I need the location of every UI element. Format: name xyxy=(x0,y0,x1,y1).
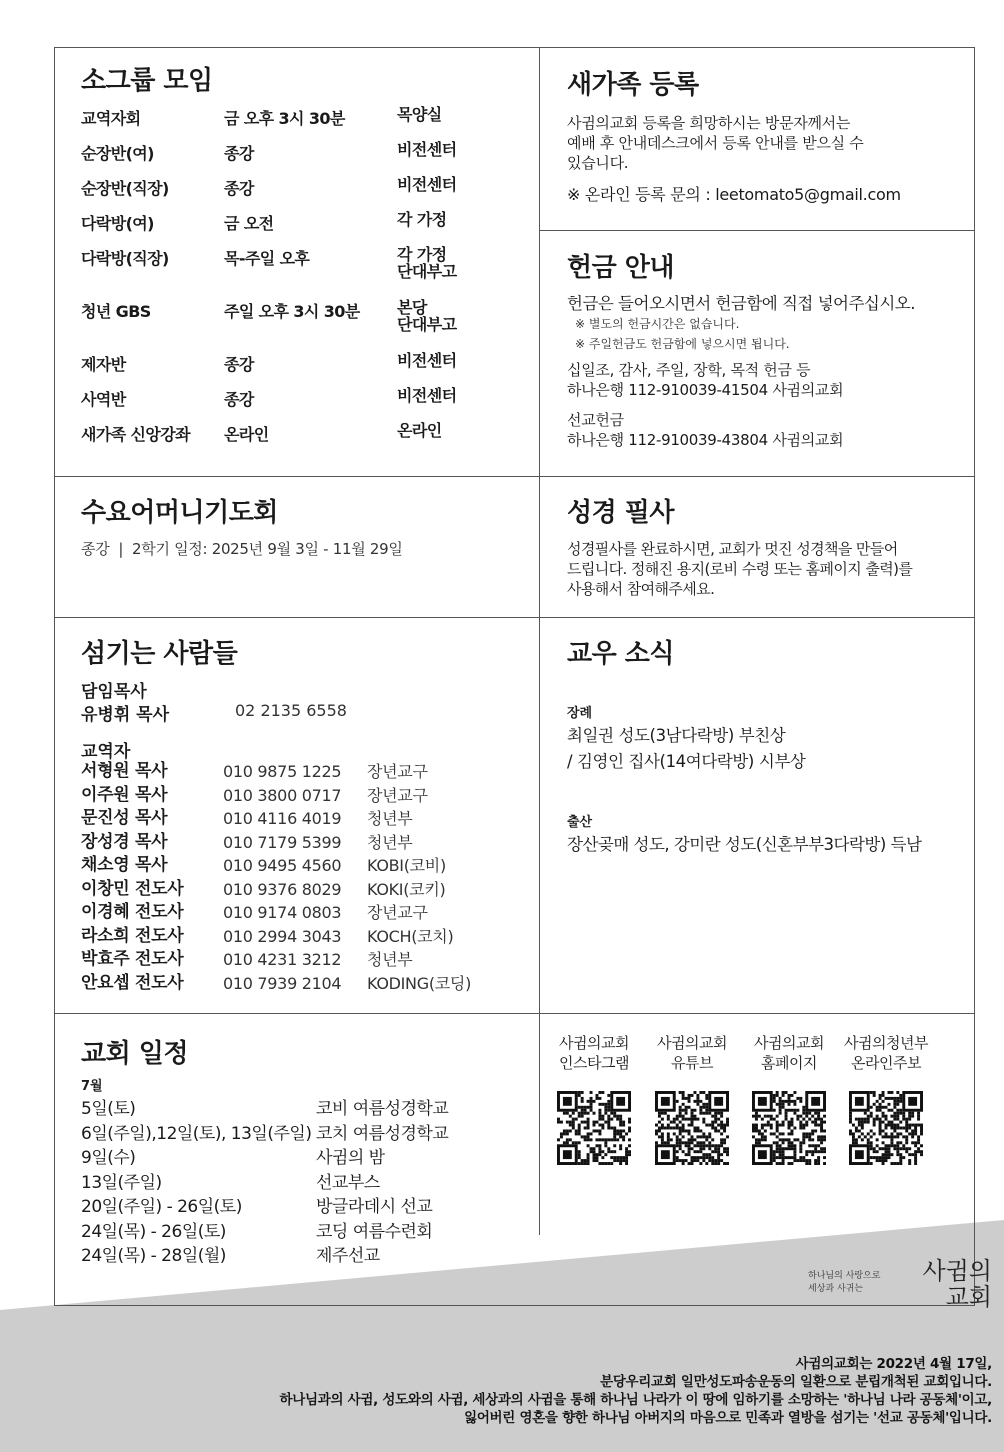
small-group-time: 종강 xyxy=(224,355,254,374)
qr-label-line: 인스타그램 xyxy=(559,1054,629,1072)
small-group-place-line: 단대부고 xyxy=(397,262,457,281)
birth-label: 출산 xyxy=(567,815,593,830)
offering-note: ※ 주일헌금도 헌금함에 넣으시면 됩니다. xyxy=(575,337,790,351)
small-group-place xyxy=(397,106,442,123)
qr-label-line: 사귐의교회 xyxy=(559,1034,629,1052)
staff-row xyxy=(81,901,521,924)
staff-dept: 장년교구 xyxy=(367,903,428,922)
offering-note: ※ 별도의 헌금시간은 없습니다. xyxy=(575,317,740,331)
small-group-name: 사역반 xyxy=(81,390,126,409)
staff-name: 박효주 전도사 xyxy=(81,949,184,969)
schedule-date: 24일(목) - 26일(토) xyxy=(81,1221,226,1242)
staff-row xyxy=(81,760,521,783)
schedule-row xyxy=(81,1122,521,1146)
qr-code-icon[interactable] xyxy=(557,1091,631,1165)
schedule-row xyxy=(81,1146,521,1170)
staff-row xyxy=(81,925,521,948)
small-group-time: 종강 xyxy=(224,390,254,409)
schedule-event: 코비 여름성경학교 xyxy=(316,1099,449,1119)
schedule-date: 5일(토) xyxy=(81,1099,136,1119)
logo-name-line: 교회 xyxy=(945,1283,992,1311)
qr-label xyxy=(546,1033,642,1073)
staff-name: 서형원 목사 xyxy=(81,761,168,781)
staff-dept: 청년부 xyxy=(367,950,413,969)
staff-dept: KOCH(코치) xyxy=(367,926,454,946)
staff-name: 안요셉 전도사 xyxy=(81,972,184,993)
staff-row xyxy=(81,854,521,877)
staff-dept: 장년교구 xyxy=(367,785,428,805)
staff-phone: 010 9376 8029 xyxy=(223,879,342,899)
small-group-place xyxy=(397,246,456,280)
qr-label-line: 사귐의교회 xyxy=(657,1034,727,1052)
bible-copy-line: 성경필사를 완료하시면, 교회가 멋진 성경책을 만들어 xyxy=(567,540,898,558)
schedule-event: 선교부스 xyxy=(316,1172,380,1193)
schedule-month: 7월 xyxy=(81,1079,103,1094)
staff-phone: 010 7939 2104 xyxy=(223,973,342,993)
mission-offering-account: 하나은행 112-910039-43804 사귐의교회 xyxy=(567,431,844,449)
mission-offering-label: 선교헌금 xyxy=(567,411,624,429)
staff-name: 문진성 목사 xyxy=(81,808,168,828)
small-group-place-line: 목양실 xyxy=(397,105,442,124)
small-group-name: 다락방(직장) xyxy=(81,249,169,268)
small-group-place-line: 비전센터 xyxy=(397,175,457,194)
senior-pastor-label: 담임목사 xyxy=(81,682,147,702)
qr-code-icon[interactable] xyxy=(655,1091,729,1165)
logo-tagline-line: 하나님의 사랑으로 xyxy=(808,1271,881,1281)
qr-label xyxy=(838,1033,934,1073)
logo-tagline xyxy=(808,1270,880,1296)
member-news-title: 교우 소식 xyxy=(567,639,675,669)
schedule-event: 방글라데시 선교 xyxy=(316,1197,433,1217)
small-group-name: 순장반(여) xyxy=(81,144,154,163)
new-family-line: 예배 후 안내데스크에서 등록 안내를 받으실 수 xyxy=(567,134,864,152)
footer-line: 사귐의교회는 2022년 4월 17일, xyxy=(795,1356,992,1372)
staff-name: 채소영 목사 xyxy=(81,855,168,875)
staff-phone: 010 4231 3212 xyxy=(223,950,342,969)
schedule-date: 24일(목) - 28일(월) xyxy=(81,1246,226,1266)
staff-phone: 010 9495 4560 xyxy=(223,856,342,875)
column-divider-bottom xyxy=(539,1013,540,1235)
staff-label: 교역자 xyxy=(81,742,131,762)
staff-phone: 010 9875 1225 xyxy=(223,762,342,781)
bible-copy-line: 사용해서 참여해주세요. xyxy=(567,580,715,598)
bible-copy-line: 드립니다. 정해진 용지(로비 수령 또는 홈페이지 출력)를 xyxy=(567,560,913,578)
qr-label-line: 사귐의청년부 xyxy=(844,1034,928,1052)
new-family-title: 새가족 등록 xyxy=(567,70,699,100)
footer-statement xyxy=(280,1355,992,1427)
staff-dept: 청년부 xyxy=(367,809,413,828)
logo-name-line: 사귐의 xyxy=(922,1257,992,1285)
staff-phone: 010 3800 0717 xyxy=(223,785,342,805)
right-divider-1 xyxy=(539,230,975,231)
staff-row xyxy=(81,878,521,901)
offering-main: 헌금은 들어오시면서 헌금함에 직접 넣어주십시오. xyxy=(567,294,915,313)
staff-row xyxy=(81,784,521,807)
small-group-name: 순장반(직장) xyxy=(81,179,169,198)
schedule-list xyxy=(81,1097,521,1277)
logo-tagline-line: 세상과 사귀는 xyxy=(808,1284,864,1294)
staff-row xyxy=(81,831,521,854)
mothers-prayer-title: 수요어머니기도회 xyxy=(81,498,278,528)
small-group-name: 다락방(여) xyxy=(81,214,154,233)
qr-label xyxy=(741,1033,837,1073)
staff-dept: KOBI(코비) xyxy=(367,856,446,875)
small-group-place xyxy=(397,299,456,333)
small-group-name: 청년 GBS xyxy=(81,302,151,321)
qr-code-icon[interactable] xyxy=(752,1091,826,1165)
small-groups-table xyxy=(81,106,521,446)
logo-wordmark xyxy=(906,1258,992,1310)
church-logo xyxy=(808,1258,998,1318)
funeral-label: 장례 xyxy=(567,706,593,721)
schedule-row xyxy=(81,1220,521,1244)
birth-news: 장산곶매 성도, 강미란 성도(신혼부부3다락방) 득남 xyxy=(567,835,922,854)
qr-label xyxy=(644,1033,740,1073)
small-group-time: 온라인 xyxy=(224,425,269,444)
small-group-place xyxy=(397,211,447,228)
bible-copy-title: 성경 필사 xyxy=(567,498,675,528)
online-registration-contact[interactable]: ※ 온라인 등록 문의 : leetomato5@gmail.com xyxy=(567,185,901,204)
small-group-place-line: 각 가정 xyxy=(397,245,447,264)
staff-row xyxy=(81,948,521,971)
offering-title: 헌금 안내 xyxy=(567,253,675,283)
schedule-date: 9일(수) xyxy=(81,1148,136,1168)
small-groups-section xyxy=(81,60,531,444)
small-group-place xyxy=(397,422,442,439)
staff-name: 라소희 전도사 xyxy=(81,925,184,946)
small-group-place-line: 각 가정 xyxy=(397,210,447,229)
offering-section xyxy=(567,247,967,450)
staff-row xyxy=(81,807,521,830)
row-divider-3 xyxy=(54,1013,975,1014)
footer-line: 하나님과의 사귐, 성도와의 사귐, 세상과의 사귐을 통해 하나님 나라가 이 땅에 임하기를 소망하는 '하나님 나라 공동체'이고, xyxy=(279,1392,992,1408)
column-divider xyxy=(539,47,540,1013)
schedule-row xyxy=(81,1171,521,1195)
schedule-title: 교회 일정 xyxy=(81,1039,189,1069)
small-group-time: 주일 오후 3시 30분 xyxy=(224,302,360,321)
row-divider-2 xyxy=(54,617,975,618)
staff-name: 이경혜 전도사 xyxy=(81,902,184,922)
small-group-time: 종강 xyxy=(224,144,254,163)
small-group-time: 금 오전 xyxy=(224,214,274,233)
small-group-place-line: 비전센터 xyxy=(397,140,457,159)
small-group-time: 금 오후 3시 30분 xyxy=(224,109,345,128)
small-group-place-line: 온라인 xyxy=(397,421,442,440)
staff-dept: KOKI(코키) xyxy=(367,879,446,899)
schedule-date: 20일(주일) - 26일(토) xyxy=(81,1197,242,1217)
staff-name: 장성경 목사 xyxy=(81,831,168,852)
small-group-place xyxy=(397,141,456,158)
mothers-prayer-section xyxy=(81,492,531,559)
staff-row xyxy=(81,972,521,995)
qr-label-line: 온라인주보 xyxy=(851,1054,921,1072)
schedule-event: 사귐의 밤 xyxy=(316,1148,385,1168)
small-group-place xyxy=(397,352,456,369)
schedule-event: 코치 여름성경학교 xyxy=(316,1123,449,1144)
small-groups-title: 소그룹 모임 xyxy=(81,66,213,96)
servants-section xyxy=(81,633,531,1003)
schedule-event: 제주선교 xyxy=(316,1246,380,1266)
small-group-name: 제자반 xyxy=(81,355,126,374)
funeral-line: 최일권 성도(3남다락방) 부친상 xyxy=(567,726,786,745)
funeral-news xyxy=(567,723,967,775)
offering-account: 하나은행 112-910039-41504 사귐의교회 xyxy=(567,381,844,399)
row-divider-1 xyxy=(54,476,975,477)
new-family-text xyxy=(567,113,967,173)
small-group-place-line: 비전센터 xyxy=(397,386,457,405)
small-group-place xyxy=(397,176,456,193)
qr-label-line: 유튜브 xyxy=(671,1054,713,1072)
small-group-place xyxy=(397,387,456,404)
mothers-prayer-info: 종강 | 2학기 일정: 2025년 9월 3일 - 11월 29일 xyxy=(81,540,403,558)
senior-pastor-name: 유병휘 목사 xyxy=(81,705,170,725)
staff-phone: 010 2994 3043 xyxy=(223,926,342,946)
schedule-row xyxy=(81,1195,521,1219)
staff-dept: KODING(코딩) xyxy=(367,973,472,993)
offering-types: 십일조, 감사, 주일, 장학, 목적 헌금 등 xyxy=(567,361,811,379)
small-group-time: 목-주일 오후 xyxy=(224,249,310,268)
member-news-section xyxy=(567,633,967,858)
schedule-section xyxy=(81,1033,531,1278)
staff-phone: 010 9174 0803 xyxy=(223,903,342,922)
funeral-line: / 김영인 집사(14여다락방) 시부상 xyxy=(567,752,806,771)
bible-copy-text xyxy=(567,539,967,599)
staff-dept: 청년부 xyxy=(367,832,413,852)
footer-line: 잃어버린 영혼을 향한 하나님 아버지의 마음으로 민족과 열방을 섬기는 '선교 공동체'입니다. xyxy=(464,1410,992,1426)
small-group-place-line: 단대부고 xyxy=(397,315,457,334)
staff-list xyxy=(81,760,521,1000)
schedule-row xyxy=(81,1097,521,1121)
small-group-name: 새가족 신앙강좌 xyxy=(81,425,190,444)
small-group-place-line: 비전센터 xyxy=(397,351,457,370)
senior-pastor-phone: 02 2135 6558 xyxy=(235,701,347,720)
small-group-name: 교역자회 xyxy=(81,109,141,128)
small-group-time: 종강 xyxy=(224,179,254,198)
new-family-section xyxy=(567,64,967,205)
staff-name: 이주원 목사 xyxy=(81,784,168,805)
bible-copy-section xyxy=(567,492,967,599)
staff-name: 이창민 전도사 xyxy=(81,878,184,899)
staff-dept: 장년교구 xyxy=(367,762,428,781)
staff-phone: 010 7179 5399 xyxy=(223,832,342,852)
qr-label-line: 사귐의교회 xyxy=(754,1034,824,1052)
new-family-line: 있습니다. xyxy=(567,154,629,172)
qr-links xyxy=(560,1033,960,1183)
small-group-place-line: 본당 xyxy=(397,298,427,317)
schedule-event: 코딩 여름수련회 xyxy=(316,1221,433,1242)
schedule-row xyxy=(81,1244,521,1268)
servants-title: 섬기는 사람들 xyxy=(81,639,238,669)
qr-code-icon[interactable] xyxy=(849,1091,923,1165)
schedule-date: 13일(주일) xyxy=(81,1172,162,1193)
schedule-date: 6일(주일),12일(토), 13일(주일) xyxy=(81,1123,312,1144)
new-family-line: 사귐의교회 등록을 희망하시는 방문자께서는 xyxy=(567,114,851,132)
staff-phone: 010 4116 4019 xyxy=(223,809,342,828)
qr-label-line: 홈페이지 xyxy=(761,1054,817,1072)
footer-line: 분당우리교회 일만성도파송운동의 일환으로 분립개척된 교회입니다. xyxy=(600,1374,992,1390)
